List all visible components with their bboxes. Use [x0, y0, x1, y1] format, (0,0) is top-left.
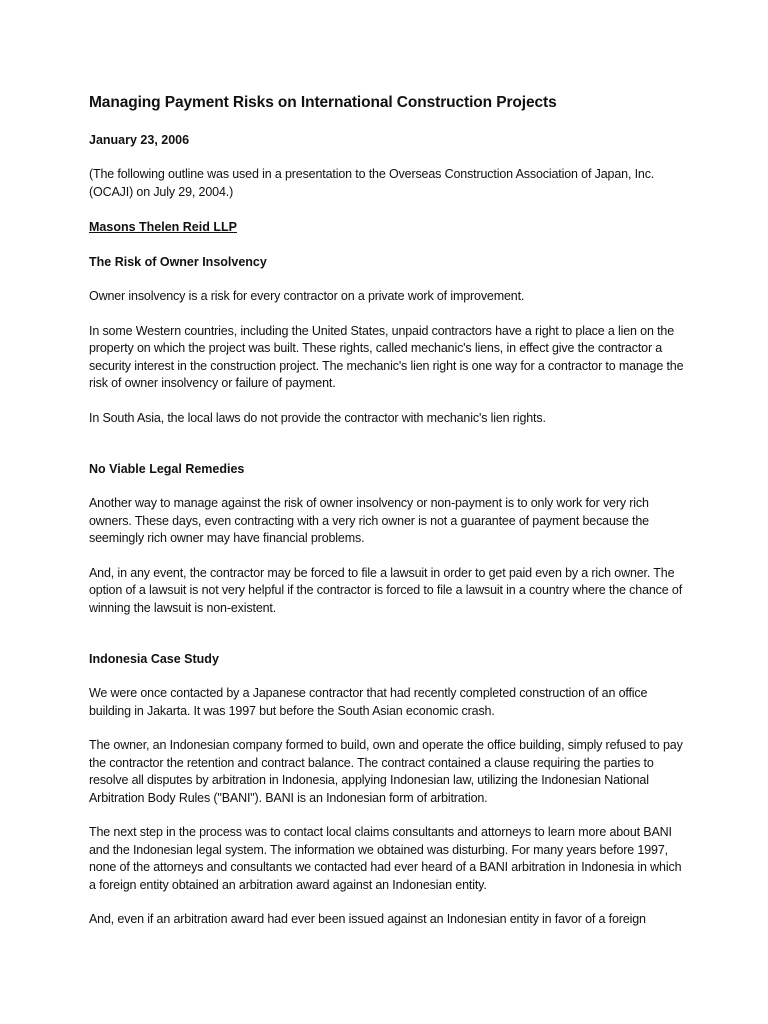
section-heading-indonesia: Indonesia Case Study — [89, 652, 219, 666]
document-page — [89, 93, 689, 946]
firm-name: Masons Thelen Reid LLP — [89, 220, 237, 234]
intro-paragraph: (The following outline was used in a presentation to the Overseas Construction Association of Japan, Inc. (OCAJI) on July 29, 2004.) — [89, 167, 655, 199]
section-heading-no-remedies: No Viable Legal Remedies — [89, 462, 245, 476]
paragraph: The owner, an Indonesian company formed to build, own and operate the office building, simply refused to pay the contractor the retention and contract balance. The contract contained a clause requiring the parties to resolve all disputes by arbitration in Indonesia, applying Indonesian law, utilizing the Indonesian National Arbitration Body Rules ("BANI"). BANI is an Indonesian form of arbitration. — [89, 738, 683, 805]
paragraph: And, in any event, the contractor may be forced to file a lawsuit in order to get paid even by a rich owner. The option of a lawsuit is not very helpful if the contractor is forced to file a lawsuit in a country where the chance of winning the lawsuit is non-existent. — [89, 565, 683, 615]
spacer — [89, 444, 689, 460]
spacer — [89, 634, 689, 650]
paragraph: In some Western countries, including the United States, unpaid contractors have a right to place a lien on the property on which the project was built. These rights, called mechanic's liens, in effect give the contractor a security interest in the construction project. The mechanic's lien right is one way for a contractor to manage the risk of owner insolvency or failure of payment. — [89, 323, 684, 390]
paragraph: In South Asia, the local laws do not provide the contractor with mechanic's lien rights. — [89, 410, 546, 425]
document-date: January 23, 2006 — [89, 133, 190, 147]
paragraph: We were once contacted by a Japanese contractor that had recently completed construction of an office building in Jakarta. It was 1997 but before the South Asian economic crash. — [89, 686, 648, 718]
paragraph: And, even if an arbitration award had ever been issued against an Indonesian entity in favor of a foreign — [89, 912, 646, 926]
section-heading-owner-insolvency: The Risk of Owner Insolvency — [89, 255, 267, 269]
paragraph: The next step in the process was to contact local claims consultants and attorneys to learn more about BANI and the Indonesian legal system. The information we obtained was disturbing. For many years before 1997, none of the attorneys and consultants we contacted had ever heard of a BANI arbitration in Indonesia in which a foreign entity obtained an arbitration award against an Indonesian entity. — [89, 825, 682, 892]
document-title: Managing Payment Risks on International Construction Projects — [89, 94, 557, 111]
paragraph: Another way to manage against the risk of owner insolvency or non-payment is to only work for very rich owners. These days, even contracting with a very rich owner is not a guarantee of payment because the seemingly rich owner may have financial problems. — [89, 496, 649, 545]
paragraph: Owner insolvency is a risk for every contractor on a private work of improvement. — [89, 289, 525, 303]
